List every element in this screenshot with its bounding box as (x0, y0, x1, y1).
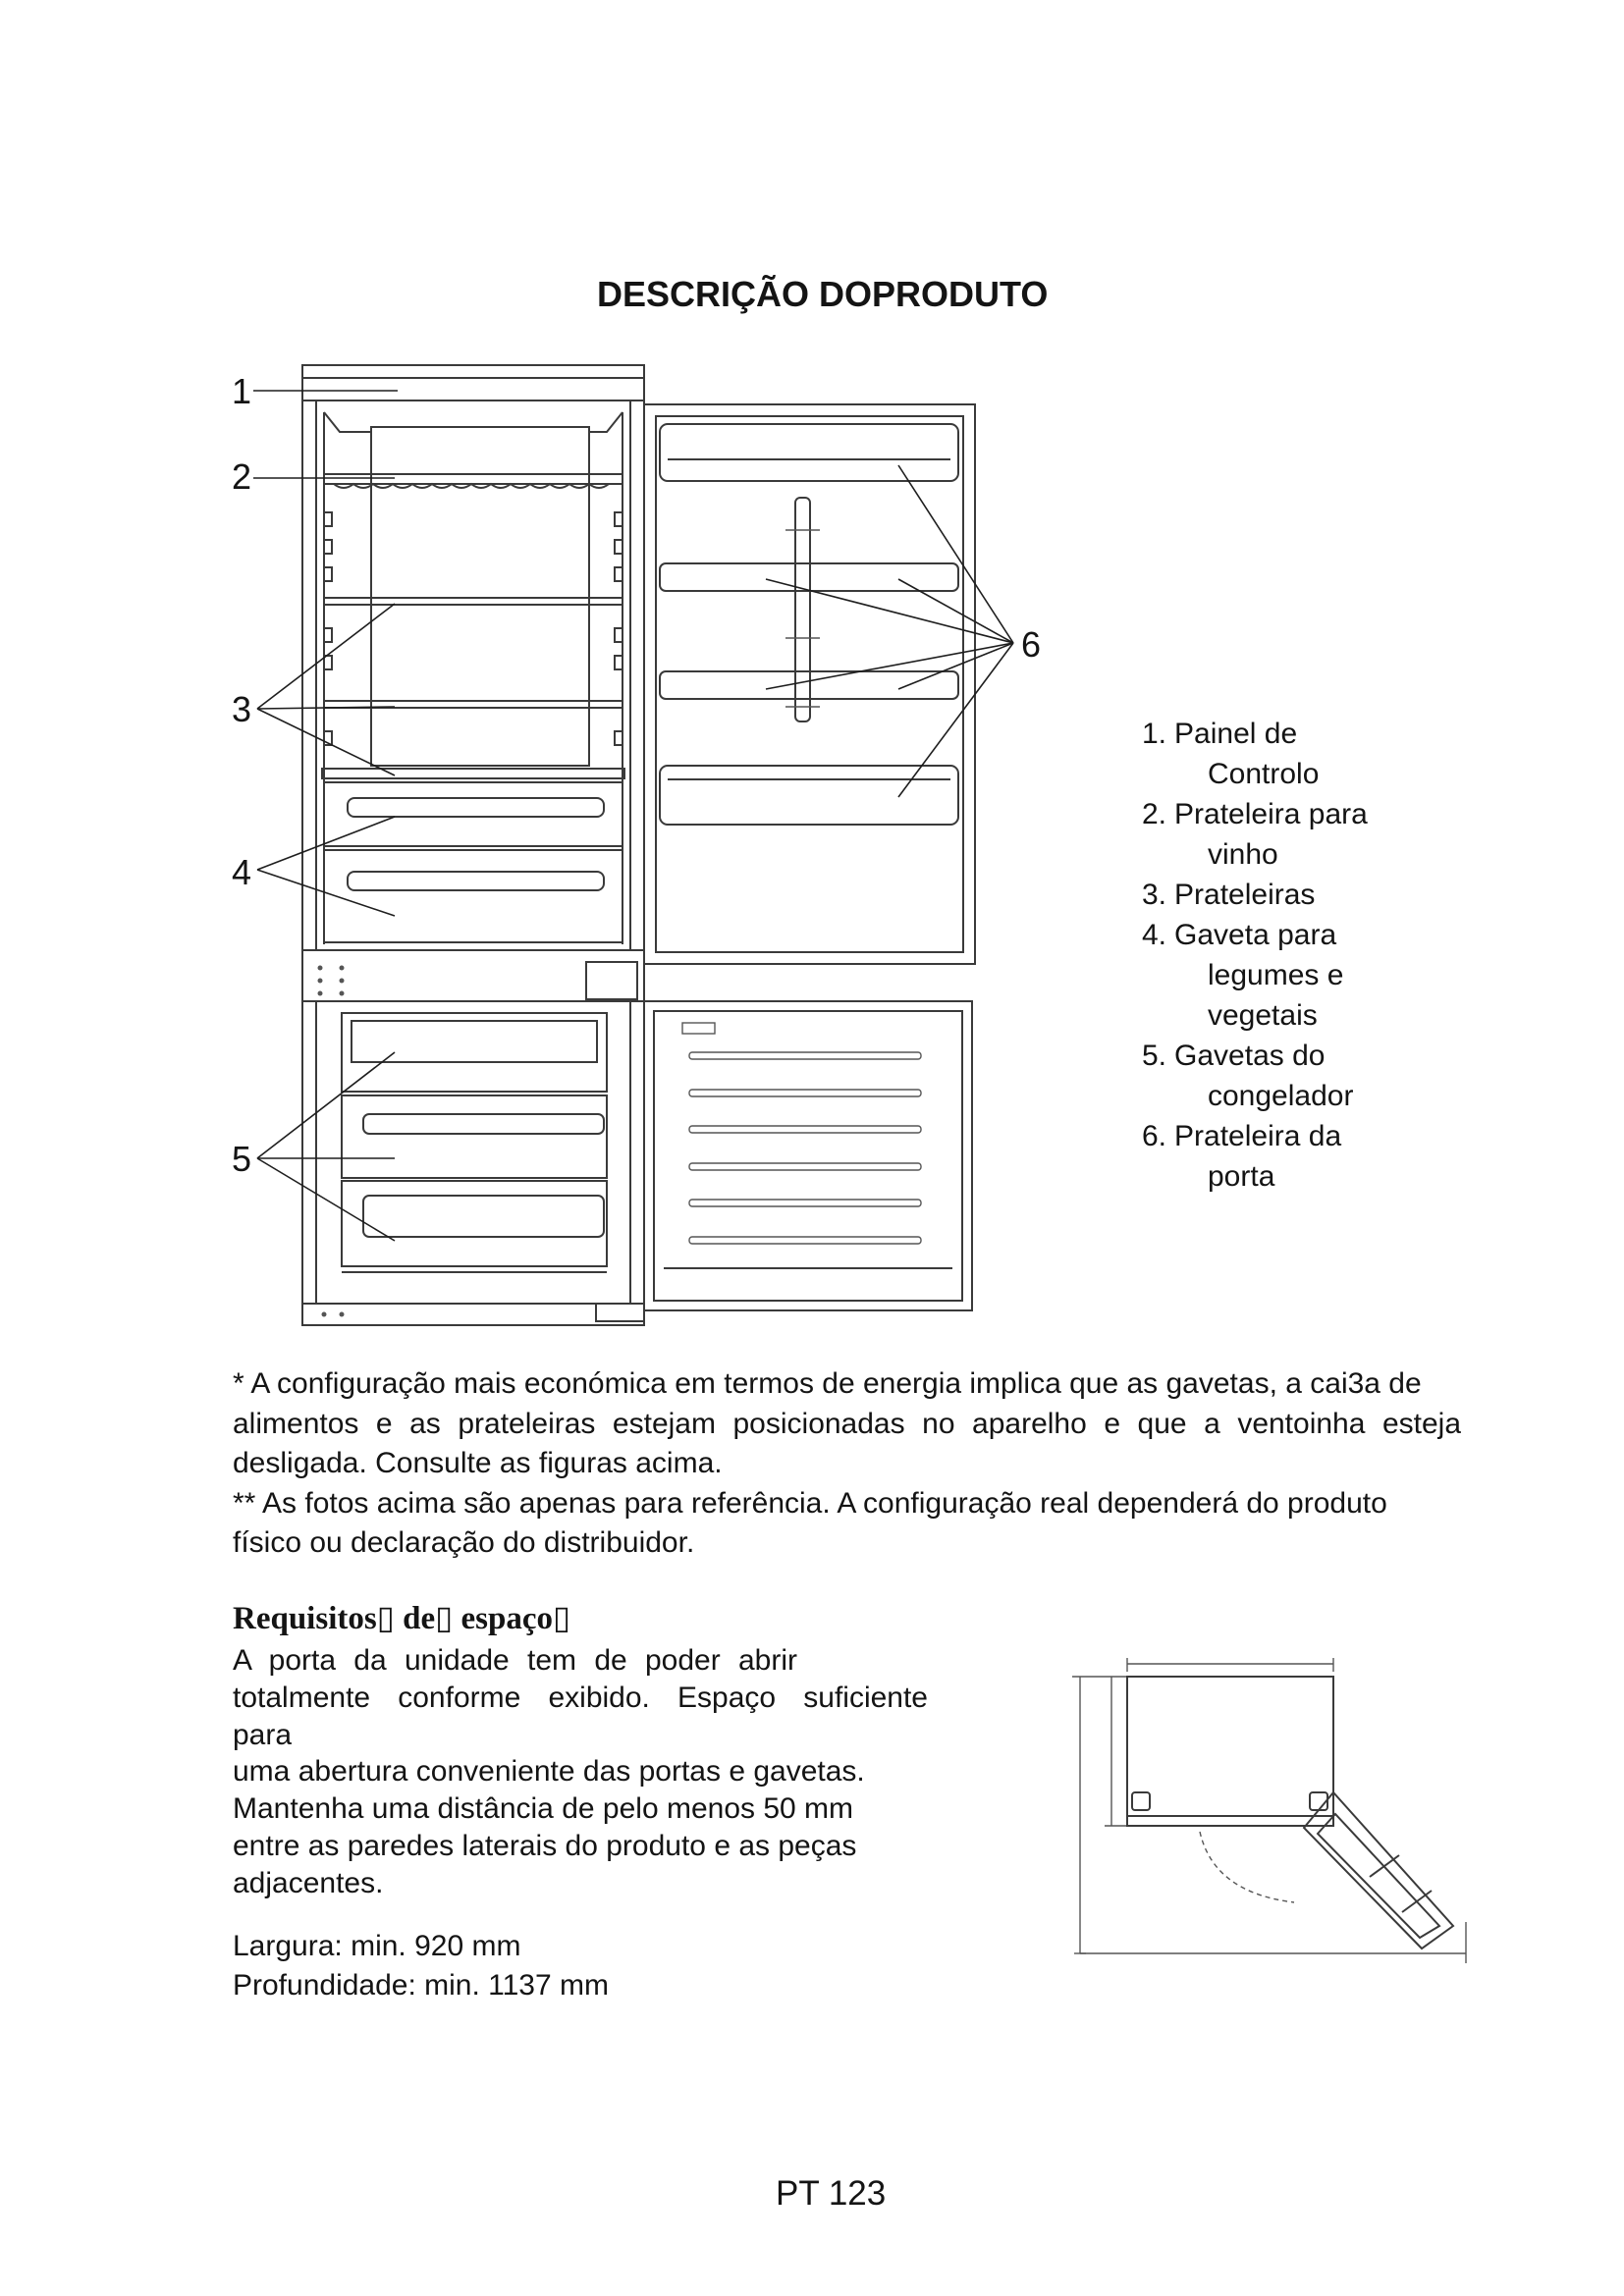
note-line: * A configuração mais económica em termos de energia implica que as gavetas, a cai3a de (233, 1367, 1422, 1400)
note-line: desligada. Consulte as figuras acima. (233, 1447, 723, 1479)
cabinet-top-view (1127, 1677, 1333, 1826)
callout-6: 6 (1021, 624, 1042, 665)
text-line: adjacentes. (233, 1866, 384, 1899)
legend-text-continued: vinho (1208, 838, 1278, 871)
legend-item (1142, 875, 1368, 915)
plinth-dot (340, 1312, 345, 1317)
shelf-support (615, 540, 623, 554)
leader-3 (257, 604, 395, 709)
control-dot (318, 979, 323, 984)
legend-text: Prateleira da (1174, 1120, 1342, 1152)
legend-text: Prateleira para (1174, 798, 1368, 830)
freezer-door-shelf (689, 1200, 921, 1206)
text-line: entre as paredes laterais do produto e as peças (233, 1829, 857, 1862)
legend-text: Prateleiras (1174, 879, 1316, 911)
shelf-support (324, 628, 332, 642)
legend-text: Gaveta para (1174, 919, 1337, 951)
leader-6 (766, 643, 1013, 689)
freezer-door-label (682, 1023, 715, 1034)
parts-legend (1142, 714, 1368, 1197)
legend-number: 3. (1142, 879, 1167, 911)
freezer-door-shelf (689, 1052, 921, 1059)
callout-2: 2 (232, 456, 252, 497)
legend-text: Painel de (1174, 718, 1298, 750)
crisper-drawer (324, 782, 623, 846)
note-line: alimentos e as prateleiras estejam posicionadas no aparelho e que a ventoinha esteja (233, 1407, 1461, 1440)
text-line: Mantenha uma distância de pelo menos 50 mm (233, 1792, 854, 1826)
freezer-drawer (342, 1095, 607, 1178)
note-line: ** As fotos acima são apenas para referência. A configuração real dependerá do produto (233, 1486, 1387, 1520)
shelf-support (615, 512, 623, 526)
door-bin-top (660, 424, 958, 481)
leader-5 (257, 1052, 395, 1158)
left-hinge (1132, 1792, 1150, 1810)
legend-item (1142, 714, 1368, 754)
leader-4 (257, 870, 395, 916)
freezer-door-shelf (689, 1126, 921, 1133)
open-door-liner (1318, 1814, 1439, 1938)
shelf-support (324, 540, 332, 554)
shelf-support (324, 512, 332, 526)
open-door-bin (1402, 1891, 1432, 1912)
minimum-dimensions (233, 1927, 609, 2005)
leader-3 (257, 709, 395, 775)
freezer-door-shelf (689, 1090, 921, 1096)
legend-number: 4. (1142, 919, 1167, 951)
page-title: DESCRIÇÃO DOPRODUTO (597, 274, 1049, 314)
legend-text-continued: congelador (1208, 1080, 1354, 1112)
callout-5: 5 (232, 1139, 252, 1179)
shelf-support (615, 731, 623, 745)
wine-shelf (324, 474, 623, 484)
leader-6 (898, 465, 1013, 643)
control-dot (318, 991, 323, 996)
min-width: Largura: min. 920 mm (233, 1930, 521, 1962)
freezer-door-shelf (689, 1163, 921, 1170)
freezer-door-outline (644, 1001, 972, 1310)
plinth-grille (596, 1304, 644, 1321)
page-number: PT 123 (776, 2174, 887, 2213)
text-line: para (233, 1718, 293, 1751)
note-line: físico ou declaração do distribuidor. (233, 1526, 695, 1559)
legend-number: 6. (1142, 1120, 1167, 1152)
top-left-corner-detail (324, 412, 371, 432)
leader-5 (257, 1158, 395, 1241)
crisper-cover-shelf (322, 769, 624, 778)
wine-shelf-bottle-rest (334, 484, 609, 488)
door-clearance-diagram (1060, 1649, 1483, 1973)
door-swing-arc (1200, 1832, 1294, 1902)
freezer-drawer-handle (363, 1196, 604, 1237)
callout-4: 4 (232, 852, 252, 892)
text-line: totalmente conforme exibido. Espaço suficiente (233, 1681, 928, 1714)
legend-text-continued: vegetais (1208, 999, 1318, 1032)
crisper-drawer-handle (348, 798, 604, 817)
control-dot (340, 979, 345, 984)
callout-1: 1 (232, 371, 252, 411)
freezer-drawer-handle (363, 1114, 604, 1134)
crisper-drawer-handle (348, 872, 604, 890)
freezer-door-shelf (689, 1237, 921, 1244)
legend-text-continued: porta (1208, 1160, 1275, 1193)
shelf-support (615, 656, 623, 669)
legend-item (1142, 1036, 1368, 1076)
divider-bracket (586, 962, 637, 999)
crisper-drawer (324, 850, 623, 942)
shelf-support (615, 628, 623, 642)
glass-shelf (324, 598, 623, 605)
legend-text-continued: Controlo (1208, 758, 1320, 790)
legend-item (1142, 794, 1368, 834)
fridge-diagram (196, 353, 1051, 1335)
legend-text-continued: legumes e (1208, 959, 1344, 991)
min-depth: Profundidade: min. 1137 mm (233, 1969, 609, 2002)
legend-text: Gavetas do (1174, 1040, 1326, 1072)
freezer-basket-rim (352, 1021, 597, 1062)
text-line: A porta da unidade tem de poder abrir (233, 1644, 797, 1677)
plinth-dot (322, 1312, 327, 1317)
section-heading: Requisitos▯ de▯ espaço▯ (233, 1601, 571, 1636)
top-right-corner-detail (589, 412, 623, 432)
freezer-basket (342, 1013, 607, 1092)
control-dot (340, 966, 345, 971)
legend-number: 5. (1142, 1040, 1167, 1072)
legend-number: 2. (1142, 798, 1167, 830)
freezer-door-liner (654, 1011, 962, 1301)
text-line: uma abertura conveniente das portas e gavetas. (233, 1755, 865, 1789)
shelf-support (324, 567, 332, 581)
leader-4 (257, 817, 395, 870)
control-dot (340, 991, 345, 996)
legend-number: 1. (1142, 718, 1167, 750)
open-door-bin (1370, 1855, 1399, 1877)
energy-notes (233, 1364, 1461, 1564)
legend-item (1142, 915, 1368, 955)
space-requirements-text (233, 1642, 928, 1902)
freezer-drawer (342, 1181, 607, 1266)
shelf-support (615, 567, 623, 581)
leader-6 (766, 579, 1013, 643)
legend-item (1142, 1116, 1368, 1156)
egg-holder (795, 498, 810, 721)
control-dot (318, 966, 323, 971)
door-bin-bottom (660, 766, 958, 825)
callout-3: 3 (232, 689, 252, 729)
back-panel (371, 427, 589, 766)
